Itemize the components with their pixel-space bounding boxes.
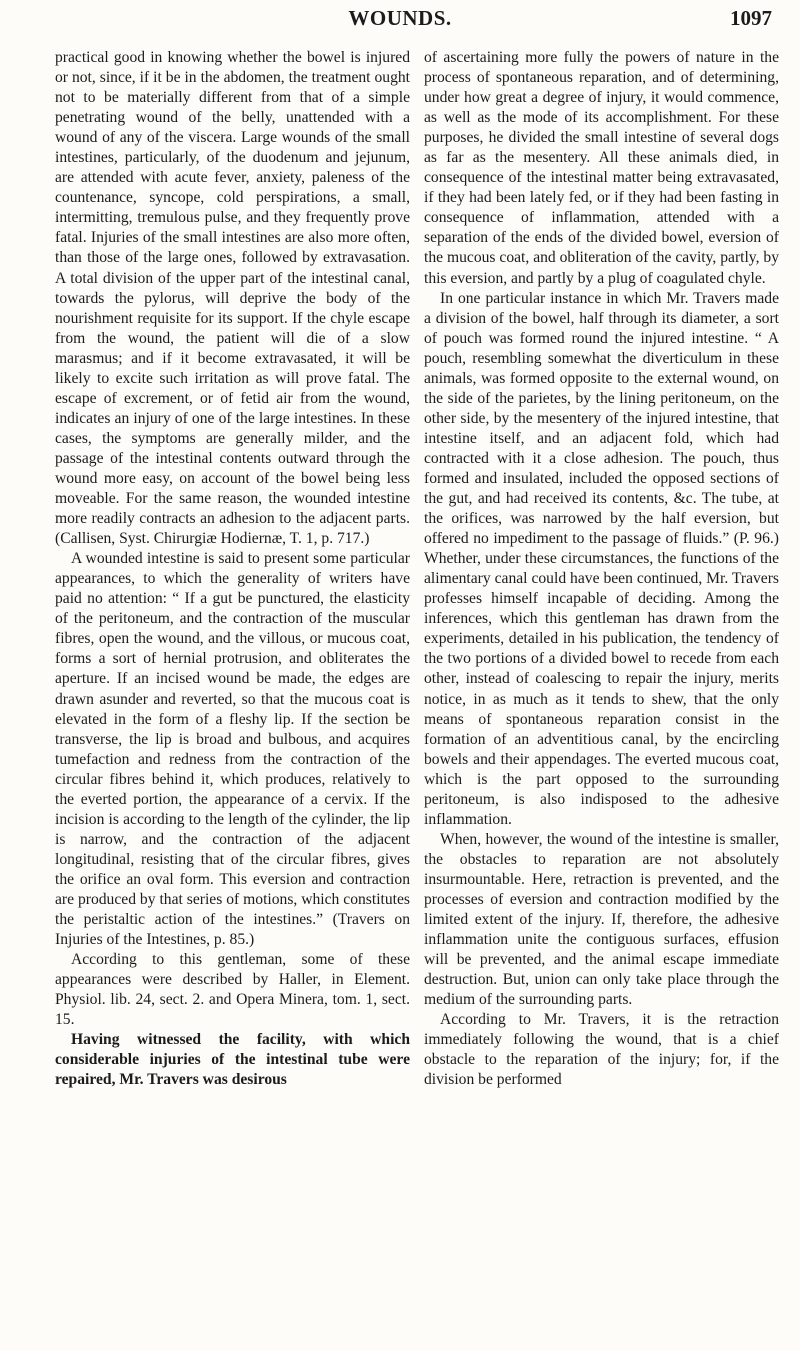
- paragraph: Having witnessed the facility, with which considerable injuries of the intestinal tube were repaired, Mr. Travers was desirous: [55, 1031, 410, 1089]
- paragraph: A wounded intestine is said to present some particular appearances, to which the generality of writers have paid no attention: “ If a gut be punctured, the elasticity of the peritoneum, and the contraction of the muscular fibres, open the wound, and the villous, or mucous coat, forms a sort of hernial protrusion, and obliterates the aperture. If an incised wound be made, the edges are drawn asunder and reverted, so that the mucous coat is elevated in the form of a fleshy lip. If the section be transverse, the lip is broad and bulbous, and acquires tumefaction and redness from the contraction of the circular fibres behind it, which produces, relatively to the everted portion, the appearance of a cervix. If the incision is according to the length of the cylinder, the lip is narrow, and the contraction of the adjacent longitudinal, resisting that of the circular fibres, gives the orifice an oval form. This eversion and contraction are produced by that series of motions, which constitutes the peristaltic action of the intestines.” (Travers on Injuries of the Intestines, p. 85.): [55, 550, 410, 949]
- paragraph: of ascertaining more fully the powers of nature in the process of spontaneous reparation, and of determining, under how great a degree of injury, it would commence, as well as the mode of its accomplishment. For these purposes, he divided the small intestine of several dogs as far as the mesentery. All these animals died, in consequence of the intestinal matter being extravasated, if they had been lately fed, or if they had been fasting in consequence of inflammation, attended with a separation of the ends of the divided bowel, eversion of the mucous coat, and obliteration of the cavity, partly, by this eversion, and partly by a plug of coagulated chyle.: [424, 49, 779, 287]
- right-column: [424, 48, 779, 1090]
- paragraph: According to this gentleman, some of these appearances were described by Haller, in Element. Physiol. lib. 24, sect. 2. and Opera Minera, tom. 1, sect. 15.: [55, 951, 410, 1029]
- paragraph: According to Mr. Travers, it is the retraction immediately following the wound, that is a chief obstacle to the reparation of the injury; for, if the division be performed: [424, 1011, 779, 1089]
- paragraph: When, however, the wound of the intestine is smaller, the obstacles to reparation are not absolutely insurmountable. Here, retraction is prevented, and the processes of eversion and contraction modified by the limited extent of the injury. If, therefore, the adhesive inflammation unite the contiguous surfaces, effusion will be prevented, and the animal escape immediate destruction. But, union can only take place through the medium of the surrounding parts.: [424, 830, 779, 1009]
- left-column: [55, 48, 410, 1090]
- paragraph: In one particular instance in which Mr. Travers made a division of the bowel, half through its diameter, a sort of pouch was formed round the injured intestine. “ A pouch, resembling somewhat the diverticulum in these animals, was formed opposite to the external wound, on the side of the parietes, by the lining peritoneum, on the other side, by the mesentery of the injured intestine, that intestine itself, and an adjacent fold, which had contracted with it a close adhesion. The pouch, thus formed and insulated, included the opposed sections of the gut, and had received its contents, &c. The tube, at the orifices, was narrowed by the half eversion, but offered no impediment to the passage of fluids.” (P. 96.) Whether, under these circumstances, the functions of the alimentary canal could have been continued, Mr. Travers professes himself incapable of deciding. Among the inferences, which this gentleman has drawn from the experiments, detailed in his publication, the tendency of the two portions of a divided bowel to recede from each other, instead of coalescing to repair the injury, merits notice, in as much as it tends to shew, that the only means of spontaneous reparation consist in the formation of an adventitious canal, by the encircling bowels and their appendages. The everted mucous coat, which is the part opposed to the surrounding peritoneum, is also indisposed to the adhesive inflammation.: [424, 289, 779, 828]
- paragraph: practical good in knowing whether the bowel is injured or not, since, if it be in the abdomen, the treatment ought not to be materially different from that of a simple penetrating wound of the belly, unattended with a wound of any of the viscera. Large wounds of the small intestines, particularly, of the duodenum and jejunum, are attended with acute fever, anxiety, paleness of the countenance, syncope, cold perspirations, a small, intermitting, tremulous pulse, and they frequently prove fatal. Injuries of the small intestines are also more often, than those of the large ones, followed by extravasation. A total division of the upper part of the intestinal canal, towards the pylorus, will deprive the body of the nourishment requisite for its support. If the chyle escape from the wound, the patient will die of a slow marasmus; and if it become extravasated, it will be likely to excite such irritation as will prove fatal. The escape of excrement, or of fetid air from the wound, indicates an injury of one of the large intestines. In these cases, the symptoms are generally milder, and the passage of the intestinal contents outward through the wound more easy, on account of the bowel being less moveable. For the same reason, the wounded intestine more readily contracts an adhesion to the adjacent parts. (Callisen, Syst. Chirurgiæ Hodiernæ, T. 1, p. 717.): [55, 49, 410, 548]
- running-head: [0, 2, 800, 42]
- page-number: 1097: [730, 6, 772, 30]
- running-title: WOUNDS.: [348, 6, 452, 30]
